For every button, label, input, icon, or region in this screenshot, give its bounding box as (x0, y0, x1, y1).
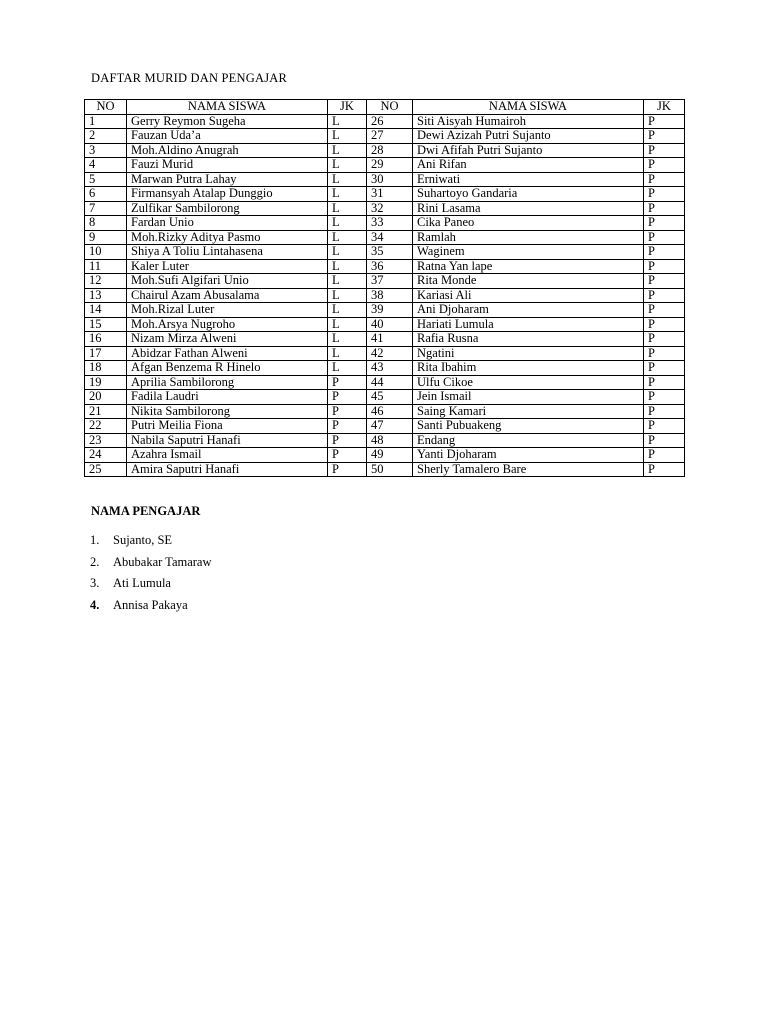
row-number-left: 6 (85, 187, 127, 202)
student-name-left: Chairul Azam Abusalama (127, 288, 328, 303)
student-name-right: Dwi Afifah Putri Sujanto (413, 143, 644, 158)
row-number-left: 20 (85, 390, 127, 405)
gender-right: P (644, 129, 685, 144)
table-row (85, 303, 685, 318)
gender-right: P (644, 288, 685, 303)
table-row (85, 129, 685, 144)
row-number-right: 34 (367, 230, 413, 245)
gender-right: P (644, 346, 685, 361)
row-number-left: 14 (85, 303, 127, 318)
row-number-left: 23 (85, 433, 127, 448)
table-row (85, 143, 685, 158)
student-name-left: Amira Saputri Hanafi (127, 462, 328, 477)
student-name-left: Fardan Unio (127, 216, 328, 231)
table-row (85, 419, 685, 434)
row-number-right: 37 (367, 274, 413, 289)
gender-left: L (328, 259, 367, 274)
student-name-right: Ani Djoharam (413, 303, 644, 318)
student-name-left: Firmansyah Atalap Dunggio (127, 187, 328, 202)
row-number-right: 43 (367, 361, 413, 376)
row-number-right: 46 (367, 404, 413, 419)
row-number-left: 25 (85, 462, 127, 477)
gender-right: P (644, 303, 685, 318)
row-number-right: 27 (367, 129, 413, 144)
row-number-left: 10 (85, 245, 127, 260)
row-number-left: 8 (85, 216, 127, 231)
student-name-right: Rini Lasama (413, 201, 644, 216)
gender-left: P (328, 433, 367, 448)
header-name-right: NAMA SISWA (413, 100, 644, 115)
student-name-left: Afgan Benzema R Hinelo (127, 361, 328, 376)
student-name-right: Dewi Azizah Putri Sujanto (413, 129, 644, 144)
gender-left: L (328, 201, 367, 216)
table-row (85, 404, 685, 419)
row-number-right: 38 (367, 288, 413, 303)
gender-right: P (644, 259, 685, 274)
row-number-right: 29 (367, 158, 413, 173)
student-name-right: Endang (413, 433, 644, 448)
student-name-left: Moh.Rizky Aditya Pasmo (127, 230, 328, 245)
student-name-right: Kariasi Ali (413, 288, 644, 303)
table-row (85, 187, 685, 202)
row-number-left: 21 (85, 404, 127, 419)
gender-right: P (644, 187, 685, 202)
table-row (85, 317, 685, 332)
teacher-number: 3. (90, 576, 100, 590)
student-name-left: Putri Meilia Fiona (127, 419, 328, 434)
student-name-left: Nizam Mirza Alweni (127, 332, 328, 347)
gender-left: L (328, 143, 367, 158)
gender-left: L (328, 230, 367, 245)
row-number-right: 40 (367, 317, 413, 332)
table-row (85, 346, 685, 361)
student-name-right: Hariati Lumula (413, 317, 644, 332)
table-row (85, 274, 685, 289)
table-row (85, 390, 685, 405)
row-number-left: 3 (85, 143, 127, 158)
row-number-left: 11 (85, 259, 127, 274)
gender-left: L (328, 187, 367, 202)
gender-right: P (644, 448, 685, 463)
gender-right: P (644, 143, 685, 158)
gender-right: P (644, 274, 685, 289)
teacher-item (90, 576, 212, 598)
row-number-left: 4 (85, 158, 127, 173)
gender-left: L (328, 332, 367, 347)
gender-right: P (644, 462, 685, 477)
table-row (85, 433, 685, 448)
student-name-right: Ngatini (413, 346, 644, 361)
student-name-left: Aprilia Sambilorong (127, 375, 328, 390)
row-number-left: 16 (85, 332, 127, 347)
table-row (85, 361, 685, 376)
teacher-name: Abubakar Tamaraw (113, 554, 212, 569)
row-number-right: 42 (367, 346, 413, 361)
gender-right: P (644, 172, 685, 187)
student-name-right: Suhartoyo Gandaria (413, 187, 644, 202)
row-number-right: 28 (367, 143, 413, 158)
teachers-heading: NAMA PENGAJAR (91, 504, 201, 518)
gender-left: L (328, 288, 367, 303)
header-no-right: NO (367, 100, 413, 115)
student-name-right: Ratna Yan lape (413, 259, 644, 274)
gender-left: L (328, 158, 367, 173)
table-row (85, 259, 685, 274)
student-name-left: Kaler Luter (127, 259, 328, 274)
row-number-left: 2 (85, 129, 127, 144)
gender-left: P (328, 462, 367, 477)
student-name-right: Ani Rifan (413, 158, 644, 173)
gender-left: P (328, 375, 367, 390)
table-row (85, 230, 685, 245)
student-name-left: Azahra Ismail (127, 448, 328, 463)
table-row (85, 114, 685, 129)
row-number-right: 32 (367, 201, 413, 216)
gender-left: L (328, 317, 367, 332)
header-name-left: NAMA SISWA (127, 100, 328, 115)
document-title: DAFTAR MURID DAN PENGAJAR (91, 71, 288, 85)
student-name-right: Saing Kamari (413, 404, 644, 419)
row-number-right: 44 (367, 375, 413, 390)
student-name-left: Moh.Sufi Algifari Unio (127, 274, 328, 289)
gender-left: L (328, 245, 367, 260)
gender-right: P (644, 419, 685, 434)
teacher-item (90, 555, 212, 577)
student-name-left: Fadila Laudri (127, 390, 328, 405)
header-jk-right: JK (644, 100, 685, 115)
teacher-name: Annisa Pakaya (113, 597, 188, 612)
gender-left: L (328, 172, 367, 187)
student-name-left: Gerry Reymon Sugeha (127, 114, 328, 129)
gender-right: P (644, 201, 685, 216)
student-name-right: Rita Monde (413, 274, 644, 289)
row-number-left: 1 (85, 114, 127, 129)
gender-left: L (328, 274, 367, 289)
table-row (85, 158, 685, 173)
row-number-left: 19 (85, 375, 127, 390)
student-name-left: Marwan Putra Lahay (127, 172, 328, 187)
student-table (84, 99, 685, 477)
table-row (85, 375, 685, 390)
table-body (85, 114, 685, 477)
table-header-row (85, 100, 685, 115)
row-number-left: 15 (85, 317, 127, 332)
row-number-right: 47 (367, 419, 413, 434)
teacher-item (90, 533, 212, 555)
row-number-left: 24 (85, 448, 127, 463)
table-row (85, 288, 685, 303)
student-name-right: Ulfu Cikoe (413, 375, 644, 390)
student-name-left: Fauzi Murid (127, 158, 328, 173)
student-name-left: Shiya A Toliu Lintahasena (127, 245, 328, 260)
table-row (85, 172, 685, 187)
gender-left: P (328, 419, 367, 434)
gender-right: P (644, 361, 685, 376)
teacher-number: 4. (90, 597, 100, 612)
gender-left: L (328, 303, 367, 318)
row-number-left: 7 (85, 201, 127, 216)
gender-left: P (328, 404, 367, 419)
row-number-right: 35 (367, 245, 413, 260)
table-row (85, 201, 685, 216)
gender-left: L (328, 129, 367, 144)
student-name-left: Moh.Aldino Anugrah (127, 143, 328, 158)
row-number-left: 12 (85, 274, 127, 289)
gender-right: P (644, 332, 685, 347)
gender-left: L (328, 114, 367, 129)
gender-left: L (328, 216, 367, 231)
gender-right: P (644, 158, 685, 173)
student-name-right: Rafia Rusna (413, 332, 644, 347)
gender-right: P (644, 230, 685, 245)
gender-right: P (644, 404, 685, 419)
teacher-number: 2. (90, 554, 100, 569)
row-number-right: 48 (367, 433, 413, 448)
student-name-left: Moh.Rizal Luter (127, 303, 328, 318)
teacher-item (90, 598, 212, 620)
student-name-left: Abidzar Fathan Alweni (127, 346, 328, 361)
row-number-right: 45 (367, 390, 413, 405)
gender-left: P (328, 448, 367, 463)
gender-left: L (328, 361, 367, 376)
student-name-left: Nabila Saputri Hanafi (127, 433, 328, 448)
row-number-right: 36 (367, 259, 413, 274)
student-name-right: Ramlah (413, 230, 644, 245)
table-row (85, 462, 685, 477)
row-number-right: 26 (367, 114, 413, 129)
student-name-right: Erniwati (413, 172, 644, 187)
header-jk-left: JK (328, 100, 367, 115)
student-name-left: Nikita Sambilorong (127, 404, 328, 419)
teacher-name: Sujanto, SE (113, 533, 173, 547)
student-name-right: Sherly Tamalero Bare (413, 462, 644, 477)
student-name-right: Cika Paneo (413, 216, 644, 231)
row-number-left: 17 (85, 346, 127, 361)
row-number-left: 13 (85, 288, 127, 303)
student-name-right: Yanti Djoharam (413, 448, 644, 463)
gender-right: P (644, 114, 685, 129)
table-row (85, 448, 685, 463)
row-number-left: 5 (85, 172, 127, 187)
row-number-left: 9 (85, 230, 127, 245)
row-number-left: 22 (85, 419, 127, 434)
student-name-left: Moh.Arsya Nugroho (127, 317, 328, 332)
gender-right: P (644, 433, 685, 448)
student-name-right: Waginem (413, 245, 644, 260)
table-row (85, 332, 685, 347)
teacher-list (90, 533, 212, 619)
table-row (85, 245, 685, 260)
gender-right: P (644, 390, 685, 405)
student-name-right: Santi Pubuakeng (413, 419, 644, 434)
row-number-right: 33 (367, 216, 413, 231)
row-number-right: 30 (367, 172, 413, 187)
gender-right: P (644, 216, 685, 231)
student-name-right: Siti Aisyah Humairoh (413, 114, 644, 129)
row-number-right: 31 (367, 187, 413, 202)
row-number-left: 18 (85, 361, 127, 376)
gender-right: P (644, 375, 685, 390)
student-name-right: Rita Ibahim (413, 361, 644, 376)
gender-right: P (644, 317, 685, 332)
table-row (85, 216, 685, 231)
gender-left: P (328, 390, 367, 405)
row-number-right: 49 (367, 448, 413, 463)
student-name-left: Fauzan Uda’a (127, 129, 328, 144)
row-number-right: 50 (367, 462, 413, 477)
teacher-name: Ati Lumula (113, 576, 171, 590)
student-name-right: Jein Ismail (413, 390, 644, 405)
row-number-right: 41 (367, 332, 413, 347)
gender-left: L (328, 346, 367, 361)
teacher-number: 1. (90, 533, 100, 547)
header-no-left: NO (85, 100, 127, 115)
gender-right: P (644, 245, 685, 260)
student-name-left: Zulfikar Sambilorong (127, 201, 328, 216)
row-number-right: 39 (367, 303, 413, 318)
